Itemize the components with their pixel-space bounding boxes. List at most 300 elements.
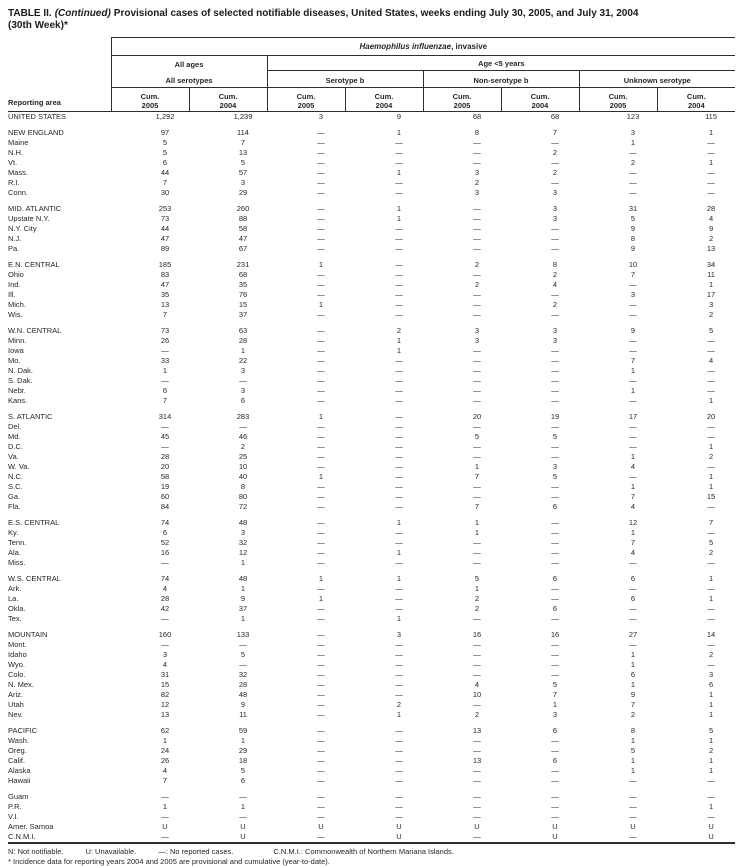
cell-value: 68: [472, 112, 482, 121]
year-label: 2004: [375, 101, 393, 110]
cell-value: —: [317, 452, 325, 461]
table-row: [8, 482, 735, 492]
cell-value: —: [395, 260, 403, 269]
cell-value: 5: [708, 326, 714, 335]
cell-value: 74: [160, 518, 170, 527]
table-row: [8, 234, 735, 244]
cum-label: Cum.: [296, 92, 316, 101]
table-row: [8, 680, 735, 690]
cell-value: 48: [238, 518, 248, 527]
cell-value: 28: [706, 204, 716, 213]
cell-value: —: [317, 356, 325, 365]
cell-value: —: [473, 386, 481, 395]
cell-value: 1: [240, 736, 246, 745]
cell-value: —: [317, 766, 325, 775]
cell-value: —: [629, 432, 637, 441]
cell-value: U: [708, 822, 714, 831]
cell-value: 185: [158, 260, 172, 269]
cell-value: —: [395, 640, 403, 649]
cell-value: 46: [238, 432, 248, 441]
cell-value: 74: [160, 574, 170, 583]
cell-value: —: [317, 290, 325, 299]
cell-value: 2: [552, 270, 558, 279]
cell-value: —: [629, 178, 637, 187]
cell-value: —: [473, 138, 481, 147]
cell-value: —: [317, 548, 325, 557]
cell-value: 33: [160, 356, 170, 365]
row-label: Ark.: [8, 584, 22, 593]
cell-value: 4: [708, 356, 714, 365]
title-text: Provisional cases of selected notifiable diseases, United States, weeks ending July 30, 2005, and July 31, 2004: [113, 8, 639, 19]
cell-value: 2: [474, 178, 480, 187]
cell-value: 8: [630, 726, 636, 735]
cell-value: —: [551, 548, 559, 557]
cell-value: —: [239, 640, 247, 649]
cell-value: 6: [162, 158, 168, 167]
cell-value: —: [161, 346, 169, 355]
table-row: [8, 168, 735, 178]
cell-value: 44: [160, 168, 170, 177]
cell-value: —: [707, 528, 715, 537]
cell-value: 1: [396, 574, 402, 583]
cell-value: 7: [162, 776, 168, 785]
disease-name: Haemophilus influenzae: [359, 41, 452, 51]
row-label: W.N. CENTRAL: [8, 326, 62, 335]
footnote-incidence-note: * Incidence data for reporting years 2004 and 2005 are provisional and cumulative (year-to-date).: [8, 857, 330, 866]
cell-value: 1: [240, 614, 246, 623]
cell-value: —: [317, 650, 325, 659]
cell-value: 1,239: [233, 112, 253, 121]
cell-value: —: [395, 376, 403, 385]
cell-value: 28: [160, 594, 170, 603]
table-row: [8, 538, 735, 548]
cell-value: 6: [630, 594, 636, 603]
cell-value: —: [317, 832, 325, 841]
row-label: Hawaii: [8, 776, 31, 785]
cell-value: 28: [160, 452, 170, 461]
cell-value: 1: [708, 766, 714, 775]
col-header-cum: [189, 88, 267, 112]
row-label: Iowa: [8, 346, 24, 355]
table-row: [8, 326, 735, 336]
subgroup-header-all-serotypes: All serotypes: [111, 71, 267, 88]
footnotes: [8, 847, 735, 866]
legend-no-reported-cases: —: No reported cases.: [158, 847, 234, 856]
cell-value: —: [473, 300, 481, 309]
cell-value: 1: [708, 158, 714, 167]
cell-value: 160: [158, 630, 172, 639]
cell-value: 31: [160, 670, 170, 679]
cell-value: 1: [708, 736, 714, 745]
cell-value: 1: [630, 386, 636, 395]
cell-value: —: [317, 396, 325, 405]
cell-value: 9: [240, 594, 246, 603]
cell-value: 8: [630, 234, 636, 243]
cell-value: 16: [550, 630, 560, 639]
cell-value: —: [551, 422, 559, 431]
row-label: Conn.: [8, 188, 29, 197]
cell-value: —: [317, 280, 325, 289]
row-label: Wash.: [8, 736, 29, 745]
cell-value: 3: [318, 112, 324, 121]
cell-value: —: [317, 700, 325, 709]
table-row: [8, 640, 735, 650]
cell-value: —: [629, 614, 637, 623]
table-row: [8, 178, 735, 188]
cell-value: —: [473, 224, 481, 233]
cell-value: 6: [552, 574, 558, 583]
row-label: Upstate N.Y.: [8, 214, 50, 223]
cell-value: —: [473, 366, 481, 375]
cell-value: —: [707, 614, 715, 623]
table-row: [8, 594, 735, 604]
cell-value: —: [317, 802, 325, 811]
cell-value: —: [395, 270, 403, 279]
cell-value: 5: [240, 650, 246, 659]
cell-value: 2: [630, 158, 636, 167]
cum-label: Cum.: [452, 92, 472, 101]
cell-value: 1: [396, 204, 402, 213]
cell-value: —: [707, 462, 715, 471]
disease-header: [111, 38, 735, 56]
cell-value: 9: [396, 112, 402, 121]
cell-value: —: [551, 366, 559, 375]
cell-value: —: [239, 792, 247, 801]
col-header-cum: [423, 88, 501, 112]
cell-value: 2: [552, 168, 558, 177]
cell-value: 3: [708, 670, 714, 679]
table-row: [8, 260, 735, 270]
cell-value: —: [551, 234, 559, 243]
cell-value: —: [551, 376, 559, 385]
row-label: Utah: [8, 700, 24, 709]
cell-value: —: [317, 518, 325, 527]
cell-value: —: [473, 290, 481, 299]
cell-value: 1: [708, 574, 714, 583]
cell-value: —: [161, 376, 169, 385]
cell-value: 5: [162, 148, 168, 157]
row-label: Mass.: [8, 168, 29, 177]
row-label: Mo.: [8, 356, 21, 365]
cell-value: 5: [474, 432, 480, 441]
cell-value: 58: [238, 224, 248, 233]
cell-value: 3: [474, 336, 480, 345]
cell-value: 7: [630, 700, 636, 709]
cell-value: —: [473, 422, 481, 431]
cell-value: —: [395, 148, 403, 157]
cell-value: 114: [237, 128, 249, 137]
cell-value: —: [707, 376, 715, 385]
cell-value: —: [707, 188, 715, 197]
table-row: [8, 832, 735, 843]
col-header-cum: [501, 88, 579, 112]
cell-value: 1: [708, 280, 714, 289]
table-row: [8, 660, 735, 670]
cell-value: —: [395, 356, 403, 365]
table-row: [8, 604, 735, 614]
cell-value: —: [473, 640, 481, 649]
cell-value: —: [707, 502, 715, 511]
cell-value: —: [317, 326, 325, 335]
cell-value: 12: [238, 548, 248, 557]
cell-value: —: [317, 584, 325, 593]
cell-value: 1: [630, 366, 636, 375]
cell-value: 83: [160, 270, 170, 279]
table-row: [8, 112, 735, 123]
cell-value: 2: [240, 442, 246, 451]
footnote-legend: [8, 847, 735, 856]
cell-value: 13: [160, 300, 170, 309]
cell-value: 16: [160, 548, 170, 557]
cell-value: —: [473, 736, 481, 745]
cell-value: —: [629, 442, 637, 451]
table-row: [8, 650, 735, 660]
cell-value: —: [473, 244, 481, 253]
cell-value: —: [473, 548, 481, 557]
cell-value: 4: [630, 462, 636, 471]
cell-value: 17: [628, 412, 638, 421]
cell-value: 7: [708, 518, 714, 527]
table-row: [8, 452, 735, 462]
cell-value: 1: [396, 710, 402, 719]
cell-value: U: [552, 832, 558, 841]
cell-value: 13: [472, 756, 482, 765]
cell-value: 20: [160, 462, 170, 471]
cell-value: 1: [630, 482, 636, 491]
cell-value: 4: [162, 584, 168, 593]
table-row: [8, 690, 735, 700]
row-label: Okla.: [8, 604, 26, 613]
cell-value: 76: [238, 290, 248, 299]
cell-value: —: [317, 234, 325, 243]
cell-value: 10: [628, 260, 638, 269]
cell-value: 1: [240, 584, 246, 593]
cell-value: 1: [708, 690, 714, 699]
cell-value: U: [474, 822, 480, 831]
cell-value: 37: [238, 604, 248, 613]
cell-value: —: [317, 792, 325, 801]
cell-value: —: [161, 442, 169, 451]
cell-value: —: [395, 670, 403, 679]
cell-value: —: [551, 178, 559, 187]
cum-label: Cum.: [608, 92, 628, 101]
row-label: E.S. CENTRAL: [8, 518, 60, 527]
cell-value: —: [551, 736, 559, 745]
cell-value: —: [473, 832, 481, 841]
table-row: [8, 412, 735, 422]
cell-value: —: [551, 290, 559, 299]
cell-value: —: [707, 604, 715, 613]
cell-value: 1: [630, 660, 636, 669]
cell-value: 2: [474, 710, 480, 719]
cell-value: 9: [708, 224, 714, 233]
cell-value: —: [629, 812, 637, 821]
cell-value: —: [317, 630, 325, 639]
cell-value: —: [161, 558, 169, 567]
cell-value: —: [473, 346, 481, 355]
row-label: Ind.: [8, 280, 21, 289]
cell-value: —: [473, 442, 481, 451]
cell-value: —: [317, 776, 325, 785]
cell-value: —: [473, 776, 481, 785]
cell-value: 6: [552, 502, 558, 511]
cell-value: 5: [162, 138, 168, 147]
cell-value: 58: [160, 472, 170, 481]
cell-value: —: [473, 492, 481, 501]
cell-value: —: [317, 168, 325, 177]
cell-value: 3: [396, 630, 402, 639]
cell-value: 1: [474, 518, 480, 527]
cell-value: 1: [318, 472, 324, 481]
cell-value: —: [161, 812, 169, 821]
year-label: 2004: [531, 101, 549, 110]
cell-value: —: [317, 756, 325, 765]
cell-value: 1: [630, 452, 636, 461]
row-label: Va.: [8, 452, 19, 461]
cell-value: 6: [240, 396, 246, 405]
cell-value: —: [473, 792, 481, 801]
cell-value: —: [395, 584, 403, 593]
cell-value: 59: [238, 726, 248, 735]
cell-value: —: [629, 396, 637, 405]
cell-value: 28: [238, 680, 248, 689]
cell-value: 68: [238, 270, 248, 279]
cell-value: 52: [160, 538, 170, 547]
row-label: MID. ATLANTIC: [8, 204, 62, 213]
cell-value: —: [473, 376, 481, 385]
col-header-cum: [267, 88, 345, 112]
cell-value: —: [551, 660, 559, 669]
cell-value: —: [317, 310, 325, 319]
cell-value: —: [317, 726, 325, 735]
reporting-area-header: Reporting area: [8, 38, 111, 112]
cell-value: 8: [474, 128, 480, 137]
cell-value: —: [551, 670, 559, 679]
row-label: Del.: [8, 422, 22, 431]
table-row: [8, 138, 735, 148]
cell-value: 44: [160, 224, 170, 233]
col-header-cum: [657, 88, 735, 112]
cell-value: —: [551, 614, 559, 623]
cell-value: —: [317, 640, 325, 649]
cell-value: —: [317, 482, 325, 491]
cell-value: —: [551, 528, 559, 537]
cell-value: —: [239, 422, 247, 431]
cell-value: 1: [708, 396, 714, 405]
cell-value: —: [707, 558, 715, 567]
cell-value: —: [707, 432, 715, 441]
cell-value: —: [551, 492, 559, 501]
cell-value: —: [317, 204, 325, 213]
cell-value: 15: [706, 492, 716, 501]
cell-value: —: [473, 310, 481, 319]
cell-value: 57: [238, 168, 248, 177]
cell-value: 253: [158, 204, 172, 213]
cell-value: —: [473, 234, 481, 243]
cell-value: 3: [552, 188, 558, 197]
cell-value: —: [473, 812, 481, 821]
table-row: [8, 158, 735, 168]
cum-label: Cum.: [218, 92, 238, 101]
row-label: Miss.: [8, 558, 26, 567]
cell-value: 2: [708, 310, 714, 319]
row-label: MOUNTAIN: [8, 630, 48, 639]
cell-value: —: [395, 452, 403, 461]
cell-value: —: [707, 792, 715, 801]
cell-value: —: [317, 386, 325, 395]
cell-value: —: [629, 310, 637, 319]
cell-value: —: [473, 482, 481, 491]
table-row: [8, 584, 735, 594]
cell-value: —: [395, 802, 403, 811]
group-header-all-ages: All ages: [174, 59, 204, 69]
table-row: [8, 356, 735, 366]
cell-value: 7: [162, 396, 168, 405]
cell-value: —: [395, 558, 403, 567]
cell-value: —: [473, 614, 481, 623]
cell-value: —: [395, 158, 403, 167]
row-label: S. Dak.: [8, 376, 33, 385]
cell-value: 1: [630, 680, 636, 689]
cell-value: 1: [396, 336, 402, 345]
cell-value: 6: [630, 670, 636, 679]
cell-value: 5: [240, 158, 246, 167]
table-row: [8, 386, 735, 396]
cell-value: 1: [708, 482, 714, 491]
cell-value: —: [395, 726, 403, 735]
cell-value: 1: [630, 528, 636, 537]
row-label: NEW ENGLAND: [8, 128, 64, 137]
cell-value: —: [473, 214, 481, 223]
cell-value: —: [317, 158, 325, 167]
cell-value: —: [317, 604, 325, 613]
table-row: [8, 366, 735, 376]
cell-value: 6: [162, 386, 168, 395]
cell-value: —: [551, 442, 559, 451]
cell-value: —: [707, 812, 715, 821]
cell-value: 1: [708, 442, 714, 451]
cell-value: 123: [626, 112, 640, 121]
cell-value: —: [629, 280, 637, 289]
cell-value: 1: [396, 214, 402, 223]
cell-value: 3: [630, 128, 636, 137]
cell-value: 17: [706, 290, 716, 299]
cum-label: Cum.: [530, 92, 550, 101]
cell-value: —: [473, 158, 481, 167]
cell-value: 9: [240, 700, 246, 709]
row-label: Maine: [8, 138, 29, 147]
cell-value: 1: [708, 802, 714, 811]
cell-value: 60: [160, 492, 170, 501]
cell-value: 9: [630, 224, 636, 233]
cell-value: 1: [318, 594, 324, 603]
cell-value: 6: [552, 726, 558, 735]
cell-value: 6: [240, 776, 246, 785]
table-title-line1: [8, 8, 735, 20]
cell-value: 5: [630, 214, 636, 223]
year-label: 2004: [687, 101, 705, 110]
cell-value: —: [707, 422, 715, 431]
cell-value: 2: [552, 300, 558, 309]
table-row: [8, 290, 735, 300]
table-row: [8, 558, 735, 568]
cell-value: 13: [706, 244, 716, 253]
cell-value: 45: [160, 432, 170, 441]
cell-value: 2: [708, 746, 714, 755]
cell-value: —: [629, 558, 637, 567]
cell-value: —: [629, 802, 637, 811]
row-label: W. Va.: [8, 462, 30, 471]
